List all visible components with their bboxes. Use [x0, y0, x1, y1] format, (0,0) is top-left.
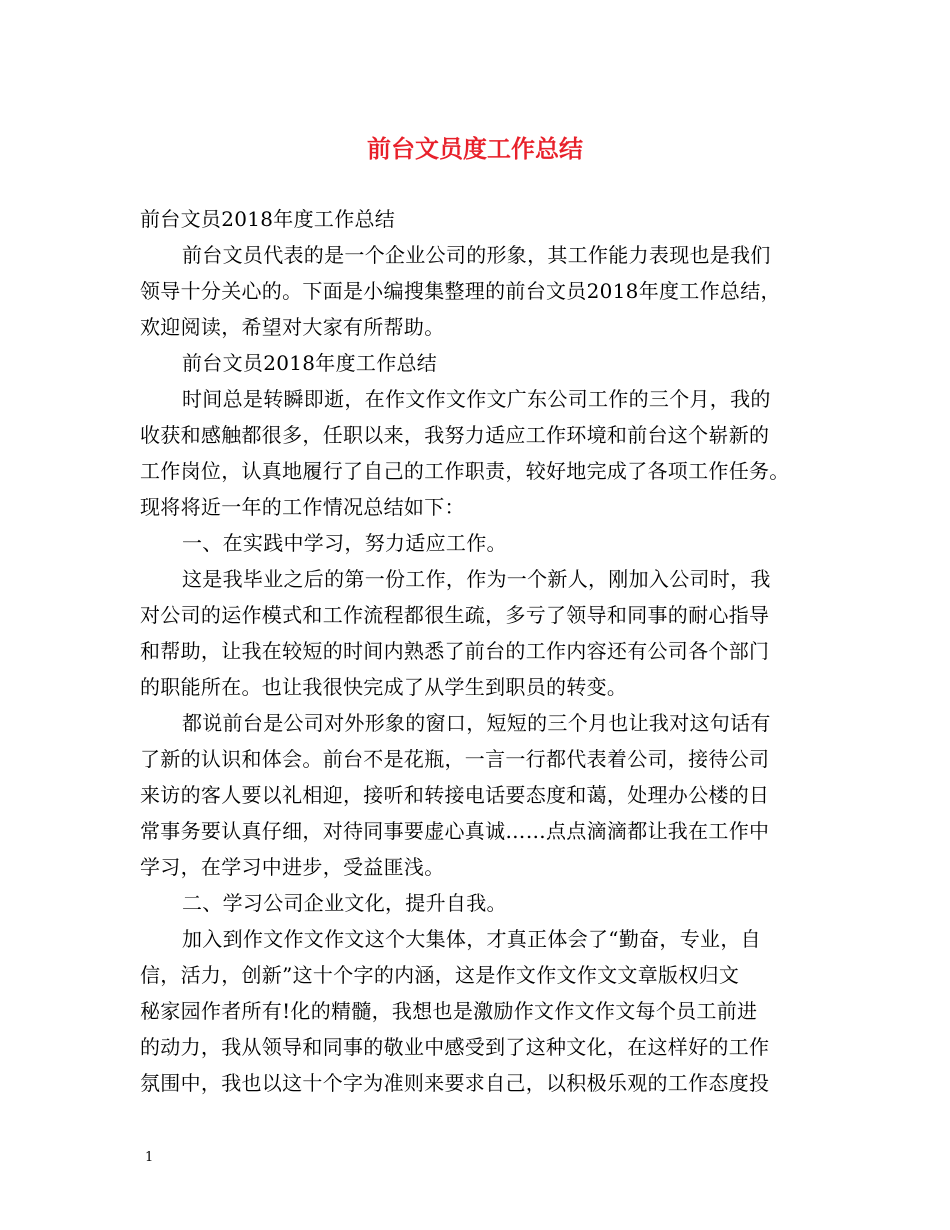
text-line: 都说前台是公司对外形象的窗口，短短的三个月也让我对这句话有: [182, 711, 771, 735]
text-line: 现将将近一年的工作情况总结如下：: [140, 495, 465, 519]
text-line: 收获和感触都很多，任职以来，我努力适应工作环境和前台这个崭新的: [140, 423, 770, 447]
document-body: [140, 201, 812, 1101]
text-line: 前台文员2018年度工作总结: [182, 351, 438, 375]
text-line: 常事务要认真仔细，对待同事要虚心真诚……点点滴滴都让我在工作中: [140, 819, 770, 843]
text-line: 工作岗位，认真地履行了自己的工作职责，较好地完成了各项工作任务。: [140, 459, 790, 483]
text-line: 欢迎阅读，希望对大家有所帮助。: [140, 315, 445, 339]
text-line: 学习，在学习中进步，受益匪浅。: [140, 855, 445, 879]
text-line: 的动力，我从领导和同事的敬业中感受到了这种文化，在这样好的工作: [140, 1035, 770, 1059]
text-line: 了新的认识和体会。前台不是花瓶，一言一行都代表着公司，接待公司: [140, 747, 770, 771]
text-line: 的职能所在。也让我很快完成了从学生到职员的转变。: [140, 675, 628, 699]
text-line: 信，活力，创新”这十个字的内涵，这是作文作文作文文章版权归文: [140, 963, 740, 987]
text-line: 对公司的运作模式和工作流程都很生疏，多亏了领导和同事的耐心指导: [140, 603, 770, 627]
page-number: 1: [145, 1150, 154, 1165]
text-line: 加入到作文作文作文这个大集体，才真正体会了“勤奋，专业，自: [182, 927, 761, 951]
text-line: 前台文员代表的是一个企业公司的形象，其工作能力表现也是我们: [182, 243, 771, 267]
text-line: 氛围中，我也以这十个字为准则来要求自己，以积极乐观的工作态度投: [140, 1071, 770, 1095]
document-title: 前台文员度工作总结: [367, 135, 583, 163]
text-line: 这是我毕业之后的第一份工作，作为一个新人，刚加入公司时，我: [182, 567, 771, 591]
text-line: 领导十分关心的。下面是小编搜集整理的前台文员2018年度工作总结，: [140, 279, 781, 303]
text-line: 一、在实践中学习，努力适应工作。: [182, 531, 507, 555]
text-line: 来访的客人要以礼相迎，接听和转接电话要态度和蔼，处理办公楼的日: [140, 783, 770, 807]
text-line: 秘家园作者所有!化的精髓，我想也是激励作文作文作文每个员工前进: [140, 999, 758, 1023]
text-line: 和帮助，让我在较短的时间内熟悉了前台的工作内容还有公司各个部门: [140, 639, 770, 663]
text-line: 前台文员2018年度工作总结: [140, 207, 396, 231]
text-line: 时间总是转瞬即逝，在作文作文作文广东公司工作的三个月，我的: [182, 387, 771, 411]
text-line: 二、学习公司企业文化，提升自我。: [182, 891, 507, 915]
